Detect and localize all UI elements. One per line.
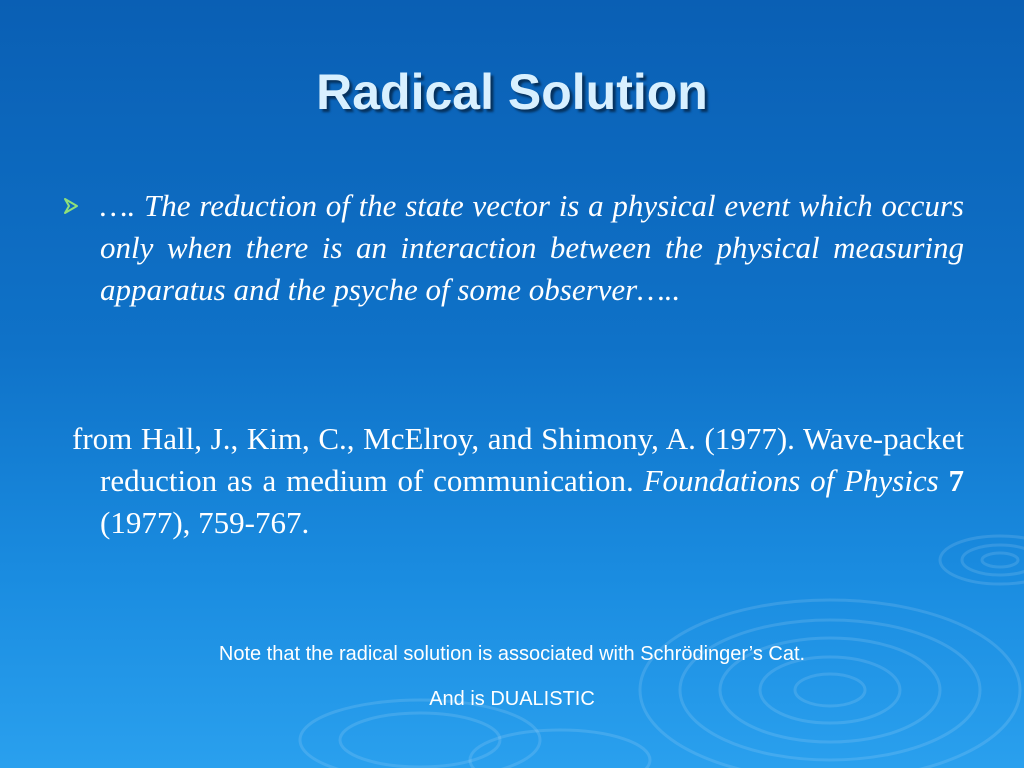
note-schrodinger: Note that the radical solution is associated with Schrödinger’s Cat. bbox=[218, 643, 806, 665]
arrow-bullet-icon bbox=[62, 197, 80, 215]
citation-pages: (1977), 759-767. bbox=[100, 505, 310, 540]
citation bbox=[72, 418, 964, 544]
journal-name: Foundations of Physics bbox=[643, 463, 939, 498]
note-dualistic: And is DUALISTIC bbox=[429, 688, 595, 710]
slide-title: Radical Solution bbox=[316, 64, 708, 120]
quote-bullet bbox=[62, 185, 964, 311]
citation-text: from Hall, J., Kim, C., McElroy, and Shimony, A. (1977). Wave-packet reduction as a medium of communication. bbox=[72, 421, 964, 498]
journal-volume: 7 bbox=[948, 463, 964, 498]
quote-text: …. The reduction of the state vector is a physical event which occurs only when there is an interaction between the physical measuring apparatus and the psyche of some observer….. bbox=[100, 188, 964, 307]
